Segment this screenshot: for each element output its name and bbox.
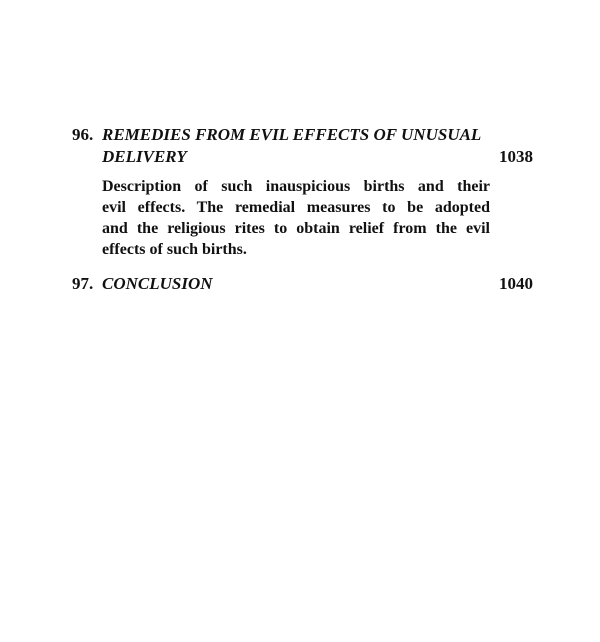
description-line: Description of such inauspicious births and their (102, 178, 490, 195)
entry-number: 97. (72, 274, 94, 293)
entry-page-number: 1040 (499, 274, 533, 293)
description-line: and the religious rites to obtain relief from the evil (102, 220, 490, 237)
description-line: evil effects. The remedial measures to be adopted (102, 199, 490, 216)
entry-title: CONCLUSION (102, 274, 213, 293)
entry-heading-continued (72, 146, 532, 168)
entry-description (102, 176, 490, 260)
entry-heading (72, 124, 532, 146)
entry-heading (72, 273, 532, 295)
entry-title-line-1: REMEDIES FROM EVIL EFFECTS OF UNUSUAL (102, 125, 482, 144)
entry-title-line-2: DELIVERY (102, 147, 187, 166)
description-line: effects of such births. (102, 241, 247, 258)
entry-number: 96. (72, 125, 94, 144)
toc-entry-97 (72, 273, 532, 295)
toc-entry-96 (72, 124, 532, 260)
entry-page-number: 1038 (499, 147, 533, 166)
